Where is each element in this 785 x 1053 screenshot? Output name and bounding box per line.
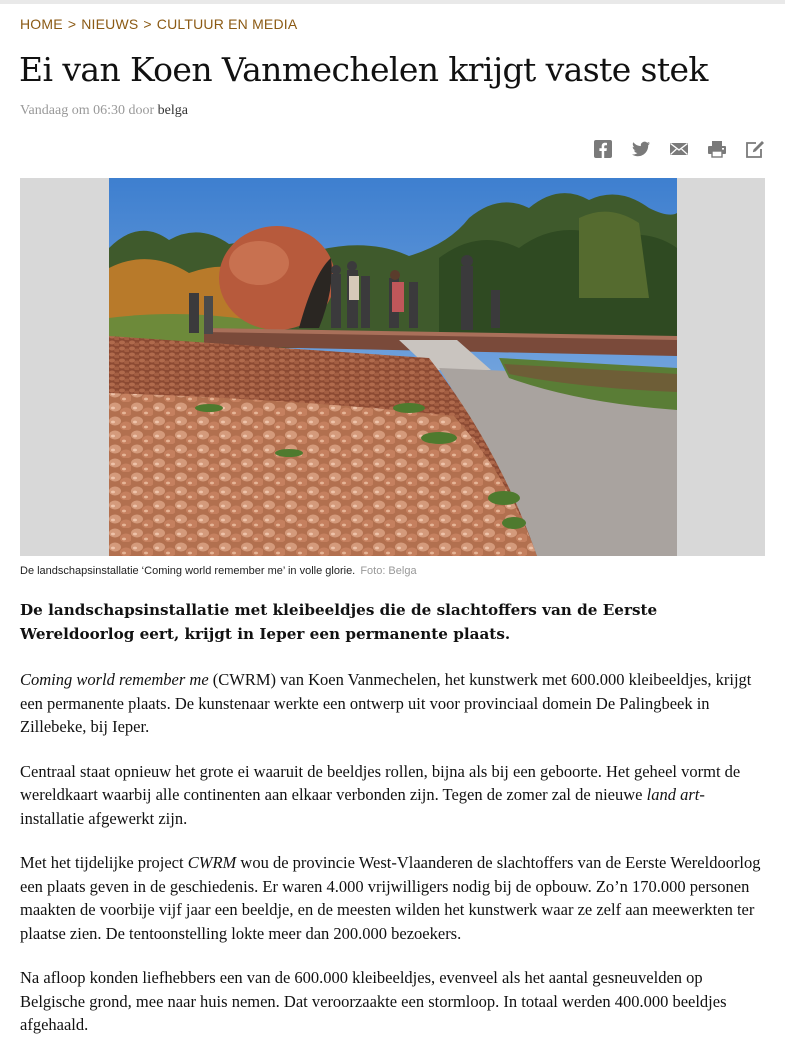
facebook-icon[interactable]: [593, 140, 613, 158]
byline: [20, 103, 188, 119]
article-lead: De landschapsinstallatie met kleibeeldjes die de slachtoffers van de Eerste Wereldoorlog eert, krijgt in Ieper een permanente plaats.: [20, 601, 658, 643]
article-paragraph: [20, 851, 765, 945]
artwork-title: Coming world remember me: [20, 670, 209, 689]
caption-text: De landschapsinstallatie ‘Coming world remember me’ in volle glorie.: [20, 565, 356, 577]
top-bar: [0, 0, 785, 4]
paragraph-text: Centraal staat opnieuw het grote ei waaruit de beeldjes rollen, bijna als bij een geboorte. Het geheel vormt de wereldkaart waarbij alle continenten aan elkaar verbonden zijn. Tegen de zomer zal de nieuwe: [20, 761, 741, 804]
paragraph-text: (CWRM) van Koen Vanmechelen, het kunstwerk met 600.000 kleibeeldjes, krijgt een permanente plaats. De kunstenaar werkte een ontwerp uit voor provinciaal domein De Palingbeek in Zillebeke, bij Ieper.: [20, 670, 752, 736]
photo-caption: [20, 565, 417, 577]
page-title: Ei van Koen Vanmechelen krijgt vaste stek: [19, 50, 708, 89]
paragraph-text: Met het tijdelijke project: [20, 853, 188, 872]
article-paragraph: [20, 760, 765, 831]
author-name: belga: [157, 103, 188, 118]
photo-credit: Foto: Belga: [360, 565, 417, 577]
breadcrumb-home[interactable]: HOME: [20, 16, 63, 32]
article-paragraph: Na afloop konden liefhebbers een van de 600.000 kleibeeldjes, evenveel als het aantal gesneuvelden op Belgische grond, mee naar huis nemen. Dat veroorzaakte een stormloop. In totaal werden 400.000 beeldjes afgehaald.: [20, 968, 727, 1034]
article-paragraph: [20, 668, 765, 739]
breadcrumb-section[interactable]: CULTUUR EN MEDIA: [156, 16, 298, 32]
article-body: [20, 598, 765, 1053]
breadcrumb-separator: >: [67, 16, 77, 32]
emphasis-text: CWRM: [187, 853, 237, 872]
print-icon[interactable]: [707, 140, 727, 158]
paragraph-text: -installatie afgewerkt zijn.: [20, 785, 705, 828]
emphasis-text: land art: [646, 785, 700, 804]
edit-icon[interactable]: [745, 140, 765, 158]
photo-frame: [20, 178, 765, 556]
twitter-icon[interactable]: [631, 140, 651, 158]
article-photo: [109, 178, 677, 556]
mail-icon[interactable]: [669, 140, 689, 158]
share-toolbar: [593, 140, 765, 158]
breadcrumb: [20, 16, 297, 32]
breadcrumb-separator: >: [143, 16, 152, 32]
breadcrumb-news[interactable]: NIEUWS: [81, 16, 139, 32]
paragraph-text: wou de provincie West-Vlaanderen de slachtoffers van de Eerste Wereldoorlog een plaats geven in de geschiedenis. Er waren 4.000 vrijwilligers nodig bij de opbouw. Zo’n 170.000 personen maakten de voorbije vijf jaar een beeldje, en de meesten wilden het kunstwerk waar ze zelf aan meewerkten ter plaatse zien. De tentoonstelling lokte meer dan 200.000 bezoekers.: [20, 853, 761, 943]
publish-date: Vandaag om 06:30 door: [20, 103, 155, 118]
